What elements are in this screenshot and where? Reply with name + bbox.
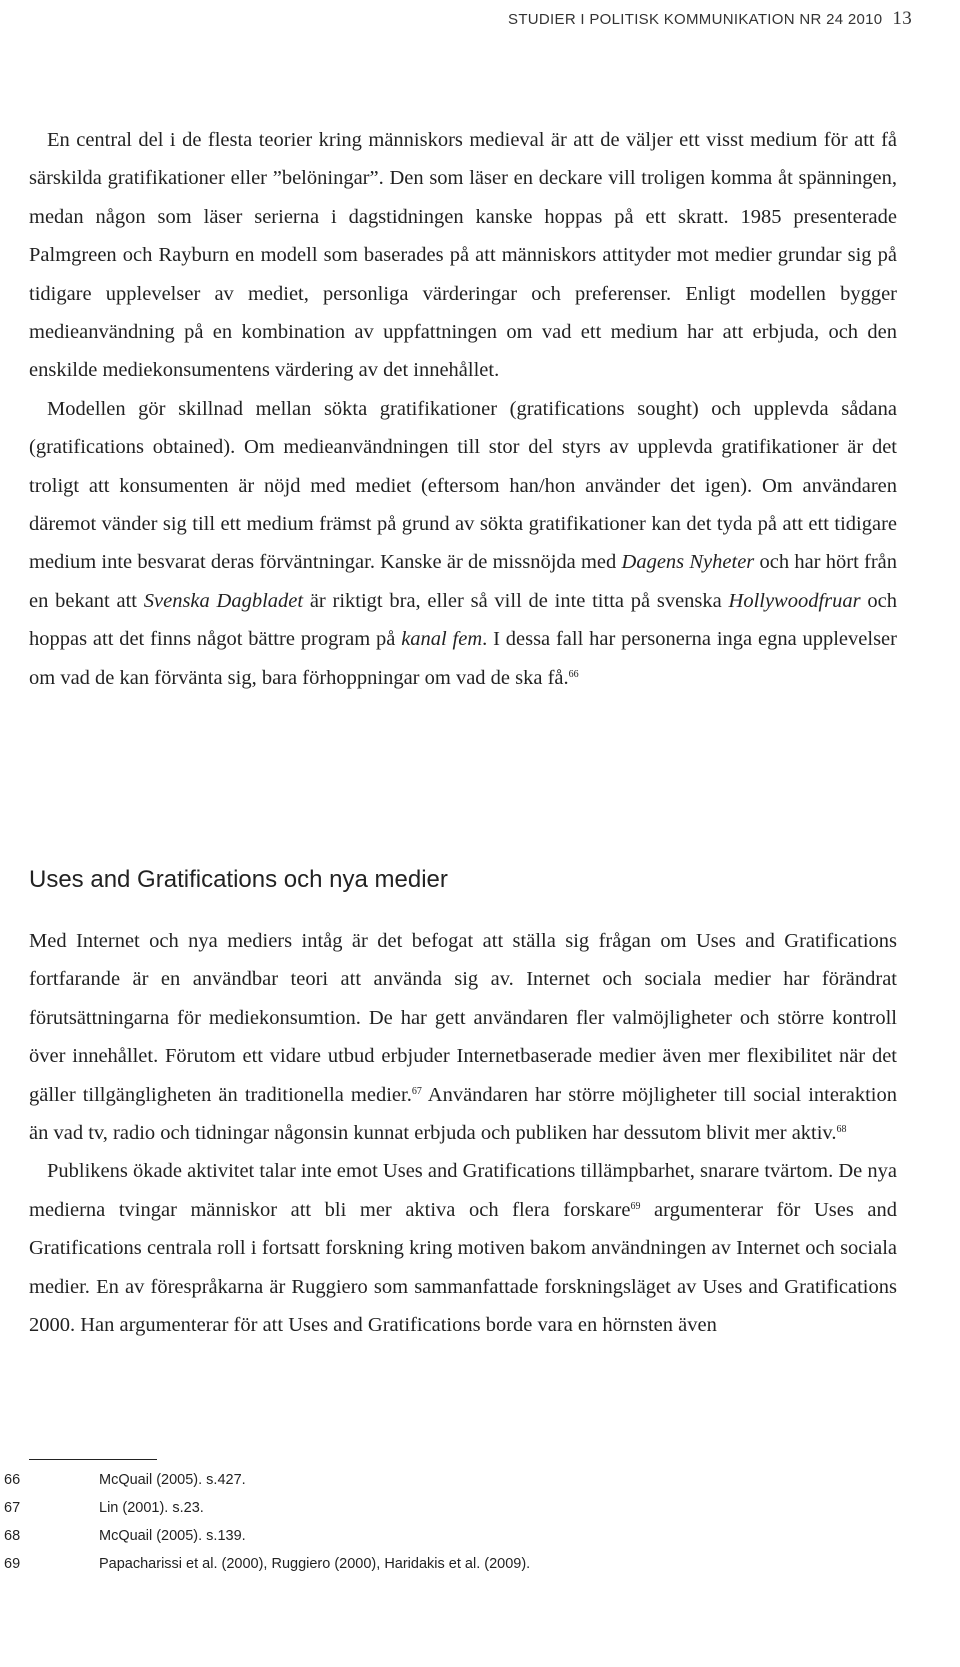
footnote-number: 69: [4, 1556, 21, 1572]
footnote-text: McQuail (2005). s.139.: [99, 1528, 246, 1544]
paragraph-text: En central del i de flesta teorier kring människors medieval är att de väljer ett visst medium för att få särskilda gratifikationer eller ”belöningar”. Den som läser en deckare vill troligen komma åt spänningen, medan någon som läser serierna i dagstidningen kanske hoppas på ett skratt. 1985 presenterade Palmgreen och Rayburn en modell som baserades på att människors attityder mot medier grundar sig på tidigare upplevelser av mediet, personliga värderingar och preferenser. Enligt modellen bygger medieanvändning på en kombination av uppfattningen om vad ett medium har att erbjuda, och den enskilde mediekonsumentens värdering av det innehållet.: [29, 129, 897, 382]
paragraph-text: Med Internet och nya mediers intåg är det befogat att ställa sig frågan om Uses and Gratifications fortfarande är en användbar teori att använda sig av. Internet och sociala medier har förändrat förutsättningarna för mediekonsumtion. De har gett användaren fler valmöjligheter och större kontroll över innehållet. Förutom ett vidare utbud erbjuder Internetbaserade medier även mer flexibilitet när det gäller tillgängligheten än traditionella medier.: [29, 930, 897, 1106]
paragraph-text: är riktigt bra, eller så vill de inte titta på svenska: [303, 589, 729, 612]
paragraph-text: Användaren har större möjligheter till social interaktion än vad tv, radio och tidningar någonsin kunnat erbjuda och publiken har dessutom blivit mer aktiv.: [29, 1083, 897, 1145]
footnote-ref[interactable]: 67: [411, 1085, 422, 1097]
paragraph: [29, 922, 897, 1152]
paragraph: [29, 121, 897, 390]
paragraph-text: och har hört från en bekant att: [29, 551, 897, 612]
italic-title: kanal fem: [401, 628, 483, 651]
paragraph: [29, 1152, 897, 1344]
section-2-text: [29, 922, 897, 1344]
paragraph-text: . I dessa fall har personerna inga egna upplevelser om vad de kan förvänta sig, bara förhoppningar om vad de ska få.: [29, 628, 897, 689]
footnote-number: 67: [4, 1500, 21, 1516]
footnote-text: Papacharissi et al. (2000), Ruggiero (2000), Haridakis et al. (2009).: [99, 1556, 531, 1572]
paragraph: [29, 390, 897, 697]
footnote-ref[interactable]: 69: [630, 1200, 641, 1212]
paragraph-text: Publikens ökade aktivitet talar inte emot Uses and Gratifications tillämpbarhet, snarare tvärtom. De nya medierna tvingar människor att bli mer aktiva och flera forskare: [29, 1160, 897, 1221]
italic-title: Dagens Nyheter: [621, 551, 755, 574]
footnote-number: 66: [4, 1472, 21, 1488]
footnote-number: 68: [4, 1528, 21, 1544]
footnote-divider: [29, 1459, 157, 1460]
paragraph-text: och hoppas att det finns något bättre program på: [29, 589, 897, 651]
footnote-text: Lin (2001). s.23.: [99, 1500, 204, 1516]
footnote-ref[interactable]: 68: [836, 1124, 847, 1136]
running-header: [508, 8, 912, 30]
page-number: 13: [892, 8, 912, 29]
journal-title: STUDIER I POLITISK KOMMUNIKATION NR 24 2010: [508, 11, 883, 28]
section-1-text: [29, 121, 897, 697]
footnote-ref[interactable]: 66: [568, 668, 579, 680]
paragraph-text: argumenterar för Uses and Gratifications centrala roll i fortsatt forskning kring motiven bakom användningen av Internet och sociala medier. En av förespråkarna är Ruggiero som sammanfattade forskningsläget av Uses and Gratifications 2000. Han argumenterar för att Uses and Gratifications borde vara en hörnsten även: [29, 1198, 897, 1337]
section-heading: Uses and Gratifications och nya medier: [29, 866, 448, 893]
italic-title: Hollywoodfruar: [728, 589, 861, 612]
italic-title: Svenska Dagbladet: [143, 589, 304, 612]
paragraph-text: Modellen gör skillnad mellan sökta gratifikationer (gratifications sought) och upplevda sådana (gratifications obtained). Om medieanvändningen till stor del styrs av upplevda gratifikationer är det troligt att konsumenten är nöjd med mediet (eftersom han/hon använder det igen). Om användaren däremot vänder sig till ett medium främst på grund av sökta gratifikationer kan det tyda på att ett tidigare medium inte besvarat deras förväntningar. Kanske är de missnöjda med: [29, 397, 897, 574]
footnote-text: McQuail (2005). s.427.: [99, 1472, 246, 1488]
